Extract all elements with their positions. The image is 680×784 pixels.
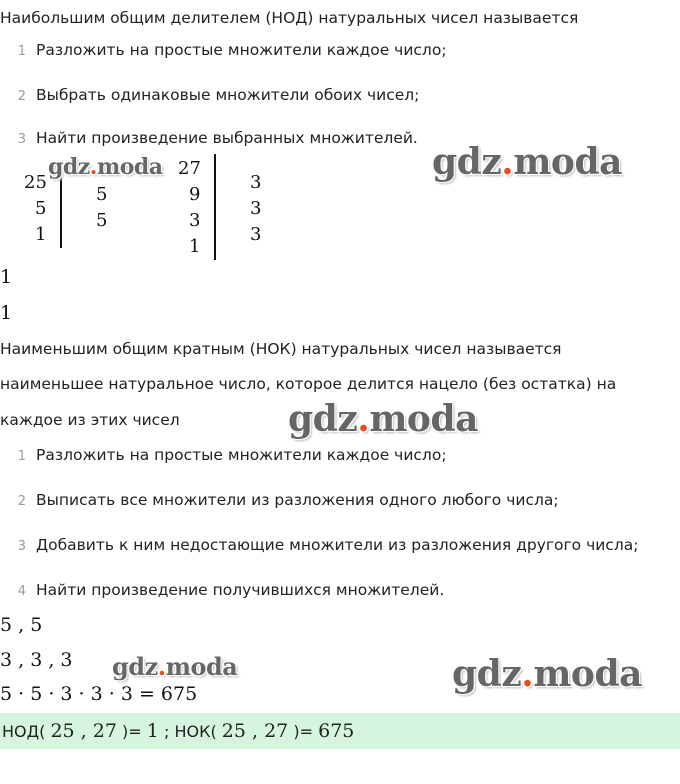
watermark: gdz.moda bbox=[288, 398, 478, 440]
factor-value: 5 bbox=[35, 198, 47, 219]
lcm-close: )= bbox=[293, 722, 314, 741]
list-number: 4 bbox=[17, 584, 26, 599]
lcm-step-1 bbox=[0, 445, 447, 467]
factor-value: 1 bbox=[35, 224, 47, 245]
list-number: 2 bbox=[17, 494, 26, 509]
watermark: gdz.moda bbox=[112, 652, 238, 681]
gcd-label: НОД( bbox=[2, 722, 46, 741]
prime-factor: 3 bbox=[250, 224, 262, 245]
list-number: 3 bbox=[17, 539, 26, 554]
prime-factor: 3 bbox=[250, 172, 262, 193]
watermark: gdz.moda bbox=[432, 141, 622, 183]
gcd-step-2 bbox=[0, 85, 419, 107]
watermark: gdz.moda bbox=[48, 154, 163, 180]
list-label: Разложить на простые множители каждое число; bbox=[36, 41, 447, 59]
prime-factor: 5 bbox=[96, 210, 108, 231]
lcm-definition-line-2: наименьшее натуральное число, которое делится нацело (без остатка) на bbox=[0, 375, 617, 393]
lcm-work-line-1: 5 , 5 bbox=[0, 614, 43, 636]
lcm-step-3 bbox=[0, 535, 638, 557]
lcm-value: 675 bbox=[318, 720, 355, 742]
factor-value: 9 bbox=[189, 184, 201, 205]
list-label: Найти произведение получившихся множителей. bbox=[36, 581, 445, 599]
gcd-args: 25 , 27 bbox=[50, 720, 117, 742]
lcm-work-line-3: 5 · 5 · 3 · 3 · 3 = 675 bbox=[0, 683, 198, 705]
factorization-line bbox=[214, 154, 216, 260]
lcm-args: 25 , 27 bbox=[221, 720, 289, 742]
prime-factor: 5 bbox=[96, 184, 108, 205]
gcd-product-1: 1 bbox=[0, 266, 13, 288]
list-number: 2 bbox=[17, 89, 26, 104]
list-label: Разложить на простые множители каждое число; bbox=[36, 446, 447, 464]
factor-value: 25 bbox=[24, 172, 47, 193]
list-label: Найти произведение выбранных множителей. bbox=[36, 129, 418, 147]
factor-value: 27 bbox=[178, 158, 201, 179]
lcm-step-2 bbox=[0, 490, 559, 512]
lcm-step-4 bbox=[0, 580, 444, 602]
gcd-step-3 bbox=[0, 128, 418, 150]
factor-value: 3 bbox=[189, 210, 201, 231]
list-number: 3 bbox=[17, 132, 26, 147]
gcd-close: )= bbox=[122, 722, 142, 741]
gcd-value: 1 bbox=[146, 720, 159, 742]
lcm-definition-line-1: Наименьшим общим кратным (НОК) натуральных чисел называется bbox=[0, 340, 562, 358]
gcd-product-2: 1 bbox=[0, 302, 13, 324]
answer-box bbox=[0, 713, 680, 749]
answer-separator: ; bbox=[163, 722, 170, 741]
prime-factor: 3 bbox=[250, 198, 262, 219]
lcm-label: НОК( bbox=[174, 722, 217, 741]
factorization-line bbox=[60, 168, 62, 248]
list-number: 1 bbox=[17, 44, 26, 59]
gcd-step-1 bbox=[0, 40, 447, 62]
list-number: 1 bbox=[17, 449, 26, 464]
watermark: gdz.moda bbox=[452, 653, 642, 695]
lcm-definition-line-3: каждое из этих чисел bbox=[0, 411, 180, 429]
list-label: Выписать все множители из разложения одного любого числа; bbox=[36, 491, 559, 509]
list-label: Добавить к ним недостающие множители из разложения другого числа; bbox=[36, 536, 639, 554]
gcd-definition: Наибольшим общим делителем (НОД) натуральных чисел называется bbox=[0, 9, 579, 27]
factor-value: 1 bbox=[189, 236, 201, 257]
list-label: Выбрать одинаковые множители обоих чисел; bbox=[36, 86, 420, 104]
lcm-work-line-2: 3 , 3 , 3 bbox=[0, 649, 73, 671]
